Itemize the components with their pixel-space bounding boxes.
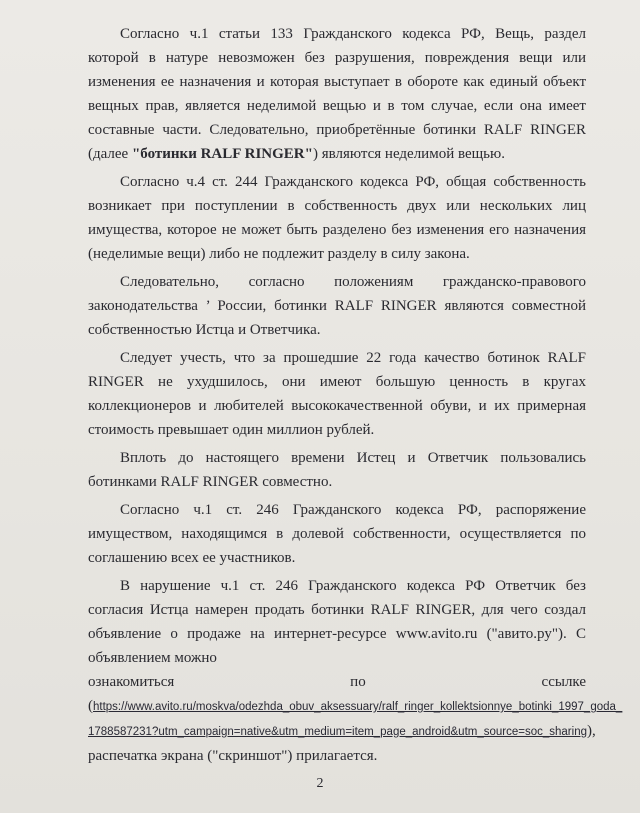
word: ссылке <box>541 674 586 690</box>
paragraph-5: Вплоть до настоящего времени Истец и Ответчик пользовались ботинками RALF RINGER совместно. <box>88 450 586 490</box>
paragraph-6: Согласно ч.1 ст. 246 Гражданского кодекса РФ, распоряжение имуществом, находящимся в долевой собственности, осуществляется по соглашению всех ее участников. <box>88 502 586 566</box>
paragraph-4: Следует учесть, что за прошедшие 22 года качество ботинок RALF RINGER не ухудшилось, они имеют большую ценность в кругах коллекционеров и любителей высококачественной обуви, и их примерная стоимость превышает один миллион рублей. <box>88 350 586 438</box>
paragraph-7-line <box>88 670 586 694</box>
paragraph-1 <box>88 22 586 166</box>
avito-link-part-2[interactable]: 1788587231?utm_campaign=native&utm_medium=item_page_android&utm_source=soc_sharing <box>88 726 587 738</box>
paragraph-3-rest: законодательства ’ России, ботинки RALF RINGER являются совместной собственностью Истца и Ответчика. <box>88 298 586 338</box>
word: положениям <box>334 274 414 290</box>
bold-term: "ботинки RALF RINGER" <box>131 146 313 162</box>
link-line-1 <box>88 694 623 719</box>
word: ознакомиться <box>88 674 175 690</box>
paragraph-1-text: Согласно ч.1 статьи 133 Гражданского кодекса РФ, Вещь, раздел которой в натуре невозможен без разрушения, повреждения вещи или изменения ее назначения и которая выступает в обороте как единый объект вещных прав, является неделимой вещью и в том случае, если она имеет составные части. Следовательно, приобретённые ботинки RALF RINGER (далее <box>88 26 586 162</box>
document-body <box>88 22 623 772</box>
avito-link-part-1[interactable]: https://www.avito.ru/moskva/odezhda_obuv_aksessuary/ralf_ringer_kollektsionnye_botinki_1997_goda_ <box>93 701 623 713</box>
word: по <box>350 674 366 690</box>
paragraph-3 <box>88 270 586 342</box>
paragraph-3-line-1 <box>88 270 586 294</box>
paragraph-1-end: ) являются неделимой вещью. <box>312 146 505 162</box>
paragraph-7-end: распечатка экрана ("скриншот") прилагается. <box>88 748 378 764</box>
paren-close: ), <box>586 723 596 739</box>
paragraph-7 <box>88 574 623 768</box>
paren-open: ( <box>88 698 93 714</box>
page-number: 2 <box>316 776 324 791</box>
word: Следовательно, <box>120 274 220 290</box>
link-line-2 <box>88 719 596 744</box>
word: гражданско-правового <box>442 274 586 290</box>
word: согласно <box>248 274 305 290</box>
paragraph-2: Согласно ч.4 ст. 244 Гражданского кодекса РФ, общая собственность возникает при поступлении в собственность двух или нескольких лиц имущества, которое не может быть разделено без изменения его назначения (неделимые вещи) либо не подлежит разделу в силу закона. <box>88 174 586 262</box>
paragraph-7-text: В нарушение ч.1 ст. 246 Гражданского кодекса РФ Ответчик без согласия Истца намерен продать ботинки RALF RINGER, для чего создал объявление о продаже на интернет-ресурсе www.avito.ru ("авито.ру"). С объявлением можно <box>88 578 586 666</box>
